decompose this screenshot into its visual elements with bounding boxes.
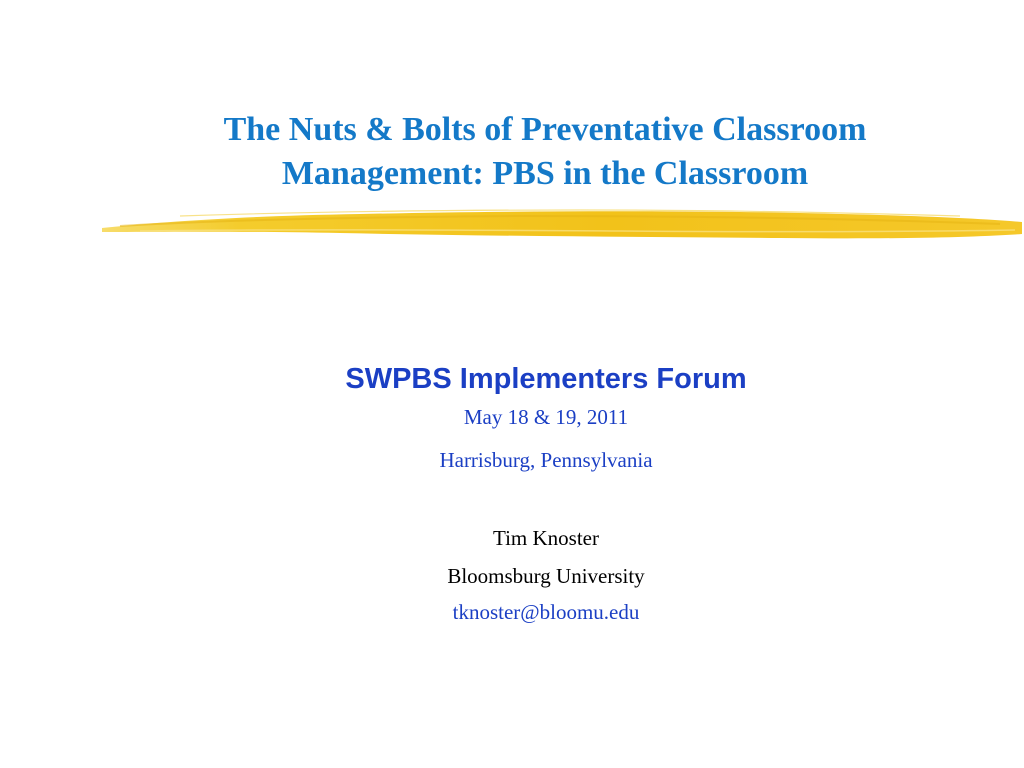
presenter-organization: Bloomsburg University	[447, 564, 645, 588]
event-location: Harrisburg, Pennsylvania	[439, 448, 653, 472]
slide-title-line-2: Management: PBS in the Classroom	[281, 155, 809, 192]
slide-title	[90, 108, 1000, 196]
event-date: May 18 & 19, 2011	[463, 405, 629, 429]
presenter-name: Tim Knoster	[493, 526, 599, 550]
slide-title-line-1: The Nuts & Bolts of Preventative Classroom	[223, 111, 867, 148]
yellow-brush-stroke	[100, 204, 1024, 244]
forum-title: SWPBS Implementers Forum	[345, 363, 747, 395]
presenter-email-link[interactable]: tknoster@bloomu.edu	[452, 600, 640, 624]
